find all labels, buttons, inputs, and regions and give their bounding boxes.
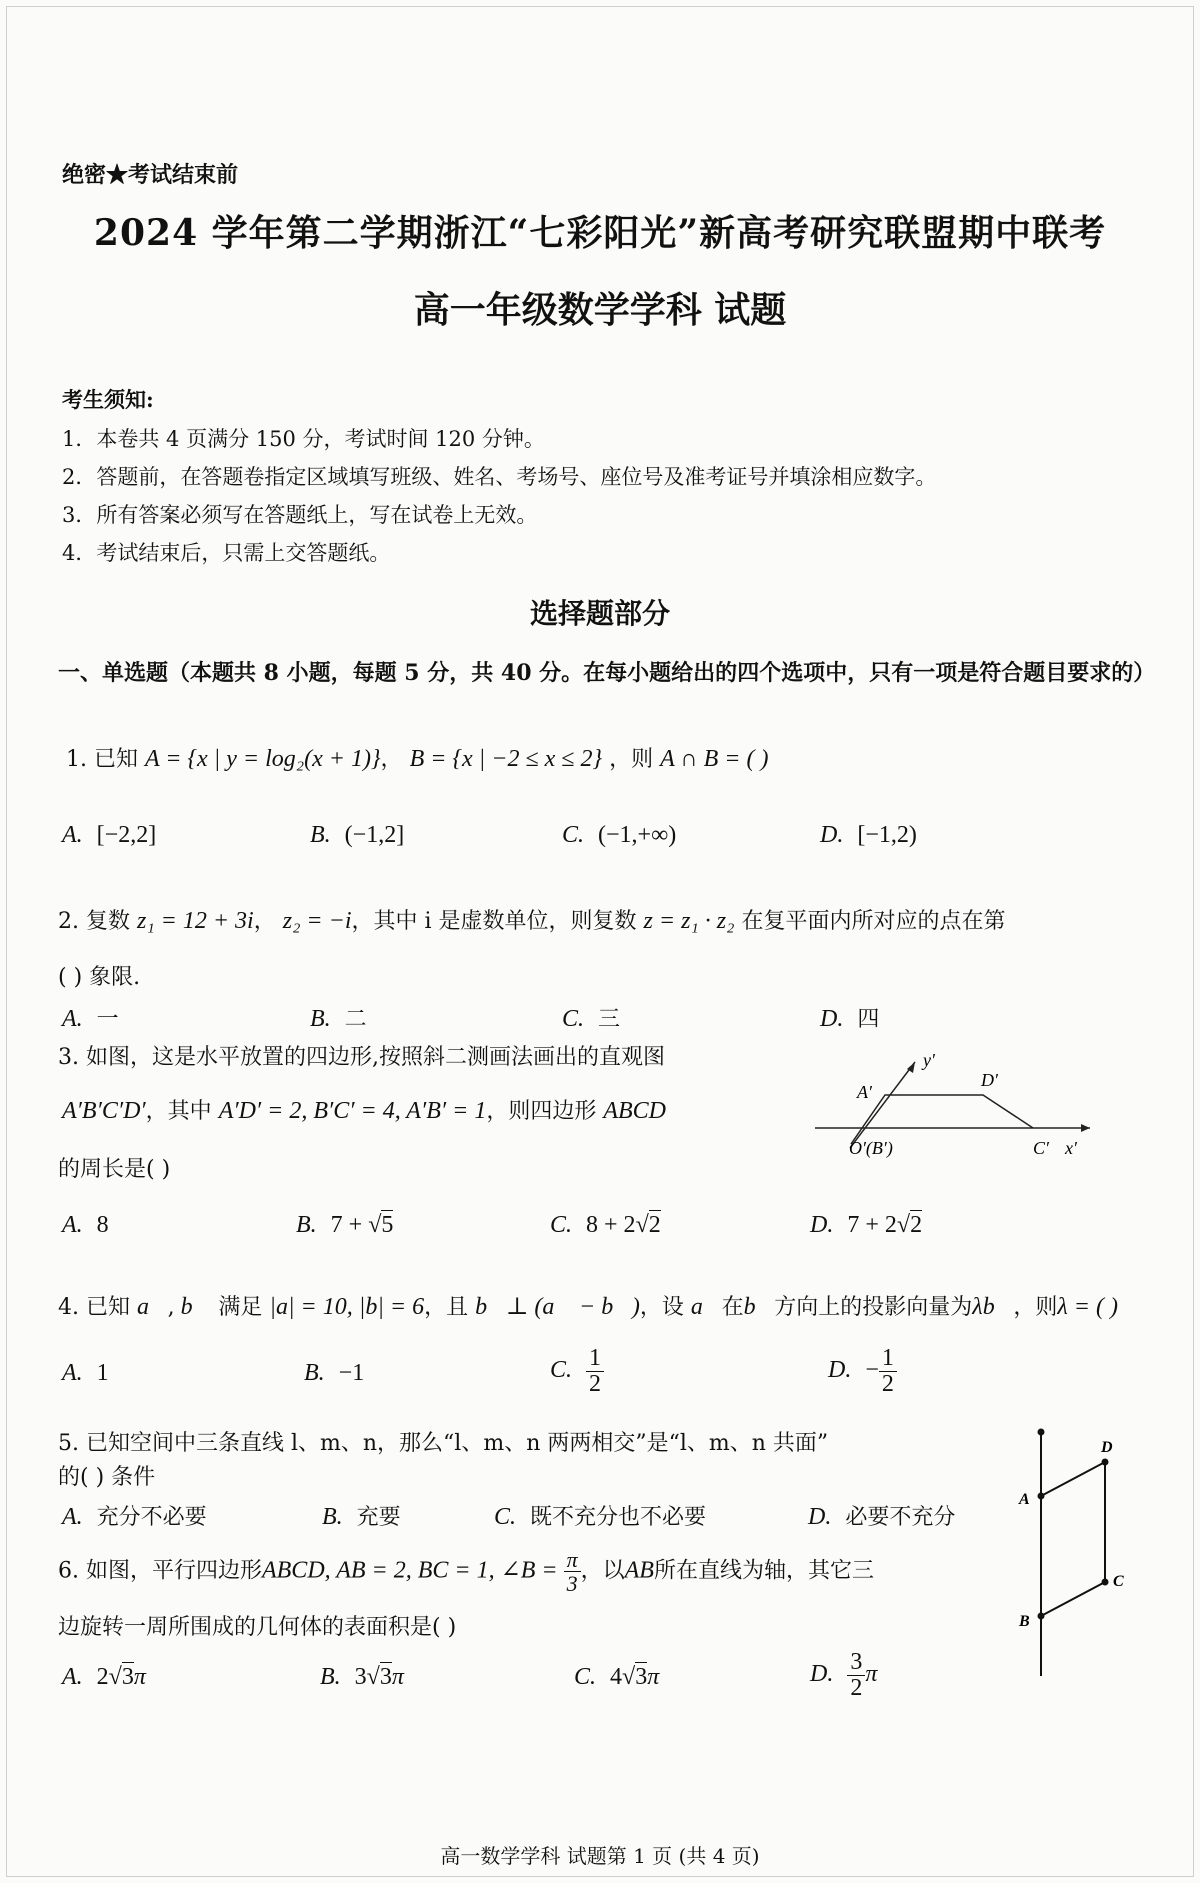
question-3-line3: 的周长是( ) <box>58 1157 171 1182</box>
point-d <box>1102 1459 1109 1466</box>
q6-option-d: D. $\frac{3}{2}$ π <box>810 1649 878 1702</box>
question-2-line2: ( ) 象限. <box>58 965 141 990</box>
q5-option-a: A. 充分不必要 <box>62 1504 207 1530</box>
q1-option-a: A. [−2,2] <box>62 822 157 848</box>
parallelogram <box>1041 1462 1105 1616</box>
label-c: C <box>1113 1573 1124 1590</box>
label-b: B <box>1019 1613 1030 1630</box>
confidential-mark: 绝密★考试结束前 <box>62 162 239 188</box>
question-2: 2. 复数 z₁ = 12 + 3i， z₂ = −i，其中 i 是虚数单位，则复数 z = z₁ · z₂ 在复平面内所对应的点在第 <box>58 908 1006 934</box>
point-b <box>1038 1613 1045 1620</box>
parallelogram-rotation-figure <box>1005 1420 1145 1680</box>
q4-option-a: A. 1 <box>62 1360 109 1386</box>
q2-option-c: C. 三 <box>562 1006 621 1032</box>
page-footer: 高一数学学科 试题第 1 页 (共 4 页) <box>440 1844 760 1868</box>
q5-option-d: D. 必要不充分 <box>808 1504 956 1530</box>
q2-option-b: B. 二 <box>310 1006 367 1032</box>
q5-option-b: B. 充要 <box>322 1504 401 1530</box>
label-a: A <box>1019 1491 1030 1508</box>
question-4: 4. 已知 a⃗, b⃗ 满足 |a| = 10, |b| = 6，且 b⃗⊥ (a⃗ − b⃗)，设 a⃗在b⃗方向上的投影向量为λb⃗，则λ = ( ) <box>58 1294 1118 1320</box>
quadrilateral <box>851 1095 1033 1144</box>
notice-title: 考生须知: <box>62 387 154 412</box>
notice-item: 3．所有答案必须写在答题纸上，写在试卷上无效。 <box>62 503 538 527</box>
label-c-prime: C′ <box>1033 1138 1049 1158</box>
q4-option-d: D. − $\frac{1}{2}$ <box>828 1346 897 1397</box>
q4-option-c: C. $\frac{1}{2}$ <box>550 1346 604 1397</box>
notice-item: 2．答题前，在答题卷指定区域填写班级、姓名、考场号、座位号及准考证号并填涂相应数字。 <box>62 465 937 489</box>
fraction-neg-one-half: $\frac{1}{2}$ <box>879 1346 897 1397</box>
q2-option-a: A. 一 <box>62 1006 119 1032</box>
exam-subtitle: 高一年级数学学科 试题 <box>413 289 787 331</box>
q2-option-d: D. 四 <box>820 1006 880 1032</box>
label-d: D <box>1101 1439 1113 1456</box>
oblique-projection-figure <box>815 1050 1105 1165</box>
q3-option-b: B. 7 + √5 <box>296 1212 394 1238</box>
q6-option-a: A. 2√3π <box>62 1664 146 1690</box>
q1-option-d: D. [−1,2) <box>820 822 917 848</box>
x-axis-arrow <box>1081 1124 1090 1132</box>
q3-option-c: C. 8 + 2√2 <box>550 1212 661 1238</box>
notice-item: 4．考试结束后，只需上交答题纸。 <box>62 541 391 565</box>
axis-end-point <box>1038 1429 1045 1436</box>
point-c <box>1102 1579 1109 1586</box>
question-5-line2: 的( ) 条件 <box>58 1465 156 1490</box>
question-5: 5. 已知空间中三条直线 l、m、n，那么“l、m、n 两两相交”是“l、m、n 共面” <box>58 1431 829 1456</box>
question-3: 3. 如图，这是水平放置的四边形,按照斜二测画法画出的直观图 <box>58 1045 665 1070</box>
label-d-prime: D′ <box>981 1070 998 1090</box>
y-axis <box>850 1062 915 1148</box>
question-1: 1. 已知 A = {x | y = log₂(x + 1)}， B = {x | −2 ≤ x ≤ 2} ，则 A ∩ B = ( ) <box>66 746 769 772</box>
label-o-prime: O′(B′) <box>849 1138 893 1158</box>
question-3-line2: A′B′C′D′，其中 A′D′ = 2, B′C′ = 4, A′B′ = 1，则四边形 ABCD <box>62 1098 667 1124</box>
q4-option-b: B. −1 <box>304 1360 365 1386</box>
notice-item: 1．本卷共 4 页满分 150 分，考试时间 120 分钟。 <box>62 427 545 451</box>
q5-option-c: C. 既不充分也不必要 <box>494 1504 707 1530</box>
fraction-pi-over-3: $\frac{\pi}{3}$ <box>564 1548 581 1595</box>
question-6-line2: 边旋转一周所围成的几何体的表面积是( ) <box>58 1615 457 1640</box>
q6-option-b: B. 3√3π <box>320 1664 404 1690</box>
fraction-three-halves: $\frac{3}{2}$ <box>847 1650 865 1701</box>
point-a <box>1038 1493 1045 1500</box>
q3-option-d: D. 7 + 2√2 <box>810 1212 923 1238</box>
section-title: 选择题部分 <box>529 597 670 630</box>
exam-title: 2024 学年第二学期浙江“七彩阳光”新高考研究联盟期中联考 <box>93 212 1107 254</box>
label-a-prime: A′ <box>857 1082 872 1102</box>
q1-option-c: C. (−1,+∞) <box>562 822 677 848</box>
fraction-one-half: $\frac{1}{2}$ <box>586 1346 604 1397</box>
q1-option-b: B. (−1,2] <box>310 822 405 848</box>
question-6: 6. 如图，平行四边形ABCD, AB = 2, BC = 1, ∠B = $\frac{\pi}{3}$ ，以AB所在直线为轴，其它三 <box>58 1547 874 1597</box>
label-x-prime: x′ <box>1065 1138 1077 1158</box>
q3-option-a: A. 8 <box>62 1212 109 1238</box>
label-y-prime: y′ <box>923 1050 935 1070</box>
part-heading: 一、单选题（本题共 8 小题，每题 5 分，共 40 分。在每小题给出的四个选项中，只有一项是符合题目要求的） <box>58 660 1156 686</box>
q6-option-c: C. 4√3π <box>574 1664 660 1690</box>
